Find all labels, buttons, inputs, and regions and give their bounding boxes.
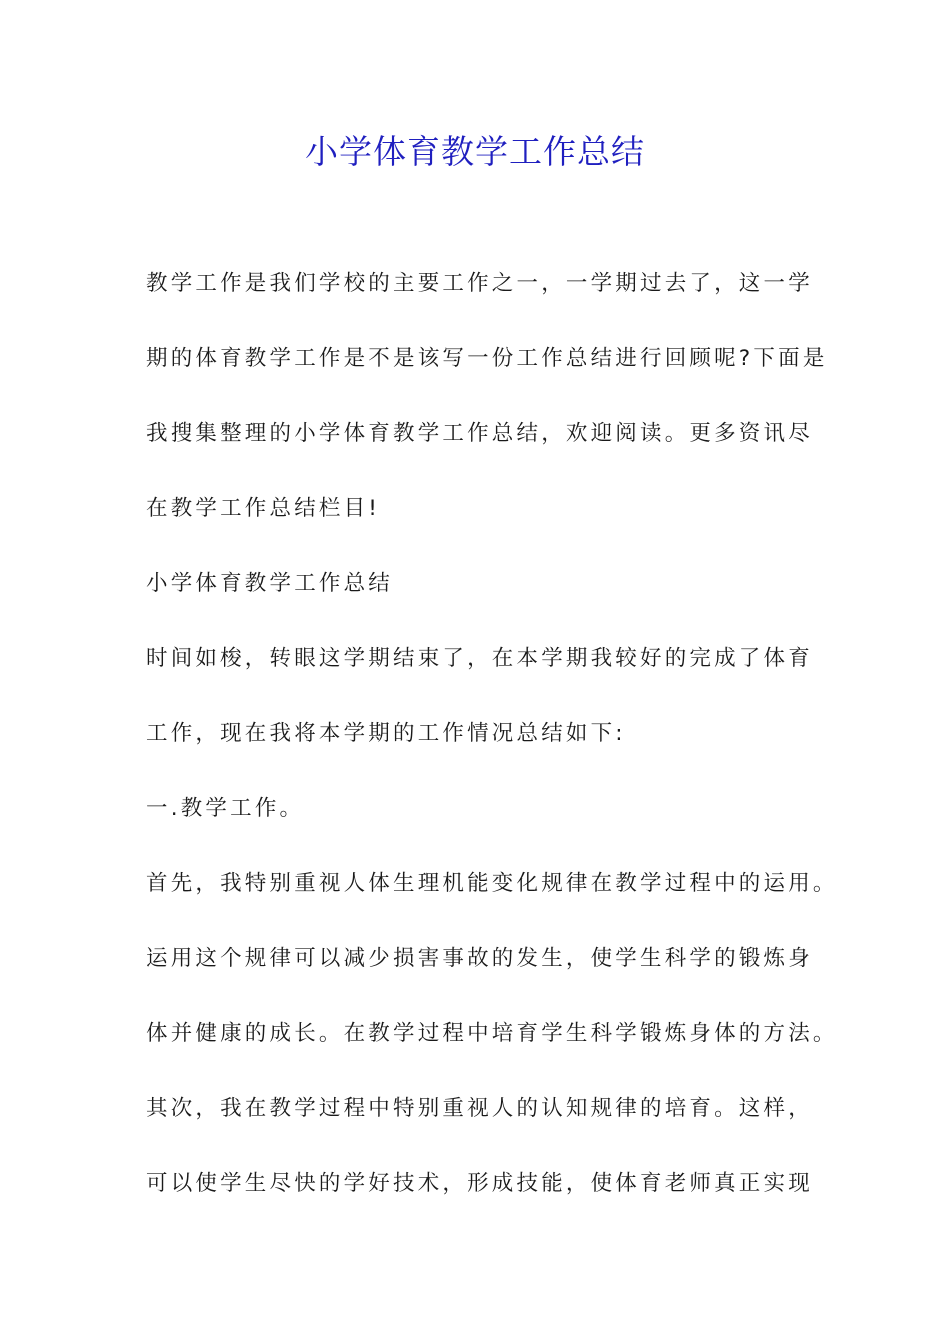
paragraph-line: 在教学工作总结栏目! <box>146 496 381 521</box>
paragraph-line: 教学工作是我们学校的主要工作之一，一学期过去了，这一学 <box>146 271 813 296</box>
paragraph-line: 其次，我在教学过程中特别重视人的认知规律的培育。这样， <box>146 1096 813 1121</box>
paragraph-line: 首先，我特别重视人体生理机能变化规律在教学过程中的运用。 <box>146 871 838 896</box>
document-title: 小学体育教学工作总结 <box>305 132 645 171</box>
paragraph-line: 我搜集整理的小学体育教学工作总结，欢迎阅读。更多资讯尽 <box>146 421 813 446</box>
paragraph-line: 时间如梭，转眼这学期结束了，在本学期我较好的完成了体育 <box>146 646 813 671</box>
paragraph-line: 期的体育教学工作是不是该写一份工作总结进行回顾呢?下面是 <box>146 346 828 371</box>
paragraph-line: 工作，现在我将本学期的工作情况总结如下: <box>146 721 626 746</box>
section-heading: 小学体育教学工作总结 <box>146 571 394 596</box>
section-heading: 一.教学工作。 <box>146 796 305 821</box>
paragraph-line: 运用这个规律可以减少损害事故的发生，使学生科学的锻炼身 <box>146 946 813 971</box>
paragraph-line: 可以使学生尽快的学好技术，形成技能，使体育老师真正实现 <box>146 1171 813 1196</box>
paragraph-line: 体并健康的成长。在教学过程中培育学生科学锻炼身体的方法。 <box>146 1021 838 1046</box>
